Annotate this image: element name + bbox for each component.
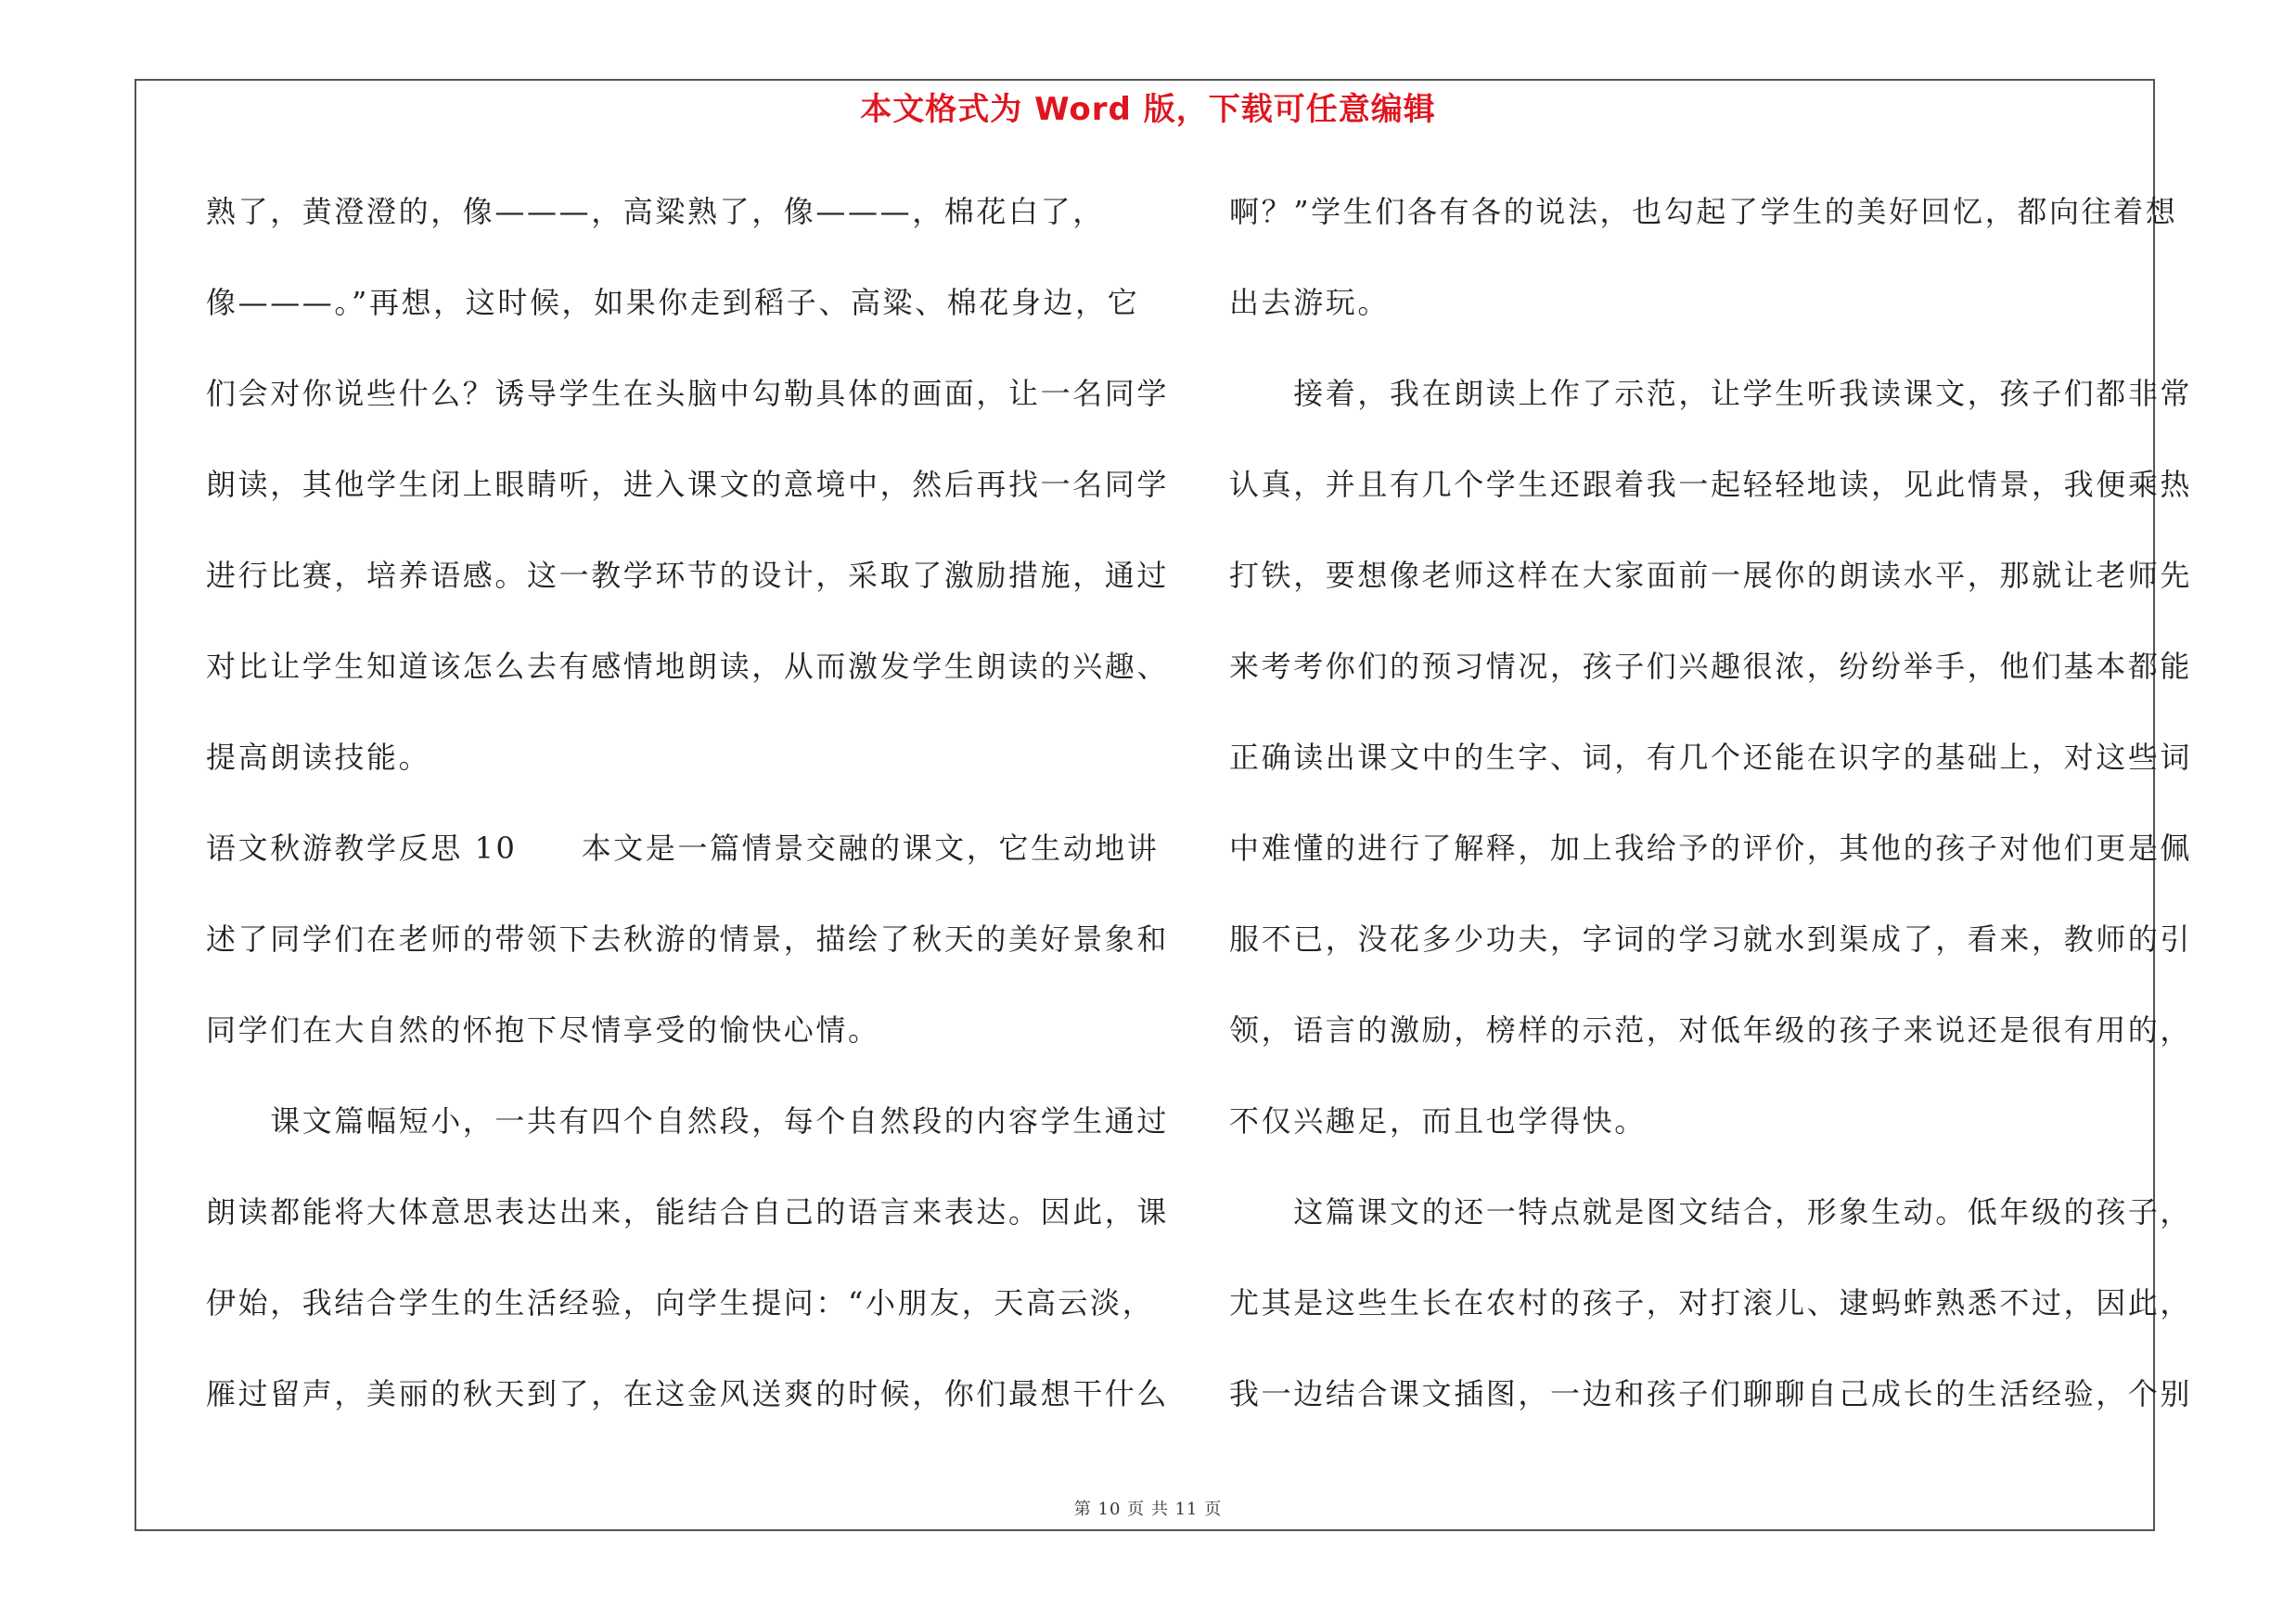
text-line: 伊始，我结合学生的生活经验，向学生提问：“小朋友，天高云淡， bbox=[206, 1285, 1155, 1320]
text-line: 出去游玩。 bbox=[1229, 285, 1391, 320]
text-line: 打铁，要想像老师这样在大家面前一展你的朗读水平，那就让老师先 bbox=[1229, 558, 2193, 593]
text-line: 服不已，没花多少功夫，字词的学习就水到渠成了，看来，教师的引 bbox=[1229, 921, 2193, 957]
text-line: 领，语言的激励，榜样的示范，对低年级的孩子来说还是很有用的， bbox=[1229, 1012, 2193, 1048]
right-text-column bbox=[1229, 184, 2193, 1457]
text-line: 们会对你说些什么？诱导学生在头脑中勾勒具体的画面，让一名同学 bbox=[206, 376, 1170, 411]
text-line: 不仅兴趣足，而且也学得快。 bbox=[1229, 1103, 1647, 1139]
text-line: 这篇课文的还一特点就是图文结合，形象生动。低年级的孩子， bbox=[1229, 1194, 2193, 1230]
text-line: 同学们在大自然的怀抱下尽情享受的愉快心情。 bbox=[206, 1012, 880, 1048]
document-header: 本文格式为 Word 版，下载可任意编辑 bbox=[860, 91, 1436, 128]
text-line: 啊？”学生们各有各的说法，也勾起了学生的美好回忆，都向往着想 bbox=[1229, 194, 2178, 229]
section-heading-line: 语文秋游教学反思 10 本文是一篇情景交融的课文，它生动地讲 bbox=[206, 831, 1160, 866]
text-line: 朗读都能将大体意思表达出来，能结合自己的语言来表达。因此，课 bbox=[206, 1194, 1170, 1230]
text-line: 正确读出课文中的生字、词，有几个还能在识字的基础上，对这些词 bbox=[1229, 740, 2193, 775]
page-number: 第 10 页 共 11 页 bbox=[1073, 1500, 1223, 1519]
text-line: 朗读，其他学生闭上眼睛听，进入课文的意境中，然后再找一名同学 bbox=[206, 467, 1170, 502]
text-line: 中难懂的进行了解释，加上我给予的评价，其他的孩子对他们更是佩 bbox=[1229, 831, 2193, 866]
text-line: 对比让学生知道该怎么去有感情地朗读，从而激发学生朗读的兴趣、 bbox=[206, 649, 1170, 684]
text-line: 我一边结合课文插图，一边和孩子们聊聊自己成长的生活经验，个别 bbox=[1229, 1376, 2193, 1411]
left-text-column bbox=[206, 184, 1170, 1457]
text-line: 来考考你们的预习情况，孩子们兴趣很浓，纷纷举手，他们基本都能 bbox=[1229, 649, 2193, 684]
text-line: 进行比赛，培养语感。这一教学环节的设计，采取了激励措施，通过 bbox=[206, 558, 1170, 593]
text-line: 课文篇幅短小，一共有四个自然段，每个自然段的内容学生通过 bbox=[206, 1103, 1170, 1139]
text-line: 尤其是这些生长在农村的孩子，对打滚儿、逮蚂蚱熟悉不过，因此， bbox=[1229, 1285, 2193, 1320]
text-line: 像———。”再想，这时候，如果你走到稻子、高粱、棉花身边，它 bbox=[206, 285, 1140, 320]
text-line: 认真，并且有几个学生还跟着我一起轻轻地读，见此情景，我便乘热 bbox=[1229, 467, 2193, 502]
text-line: 述了同学们在老师的带领下去秋游的情景，描绘了秋天的美好景象和 bbox=[206, 921, 1170, 957]
text-line: 熟了，黄澄澄的，像———，高粱熟了，像———，棉花白了， bbox=[206, 194, 1105, 229]
text-line: 接着，我在朗读上作了示范，让学生听我读课文，孩子们都非常 bbox=[1229, 376, 2193, 411]
text-line: 雁过留声，美丽的秋天到了，在这金风送爽的时候，你们最想干什么 bbox=[206, 1376, 1170, 1411]
text-line: 提高朗读技能。 bbox=[206, 740, 431, 775]
